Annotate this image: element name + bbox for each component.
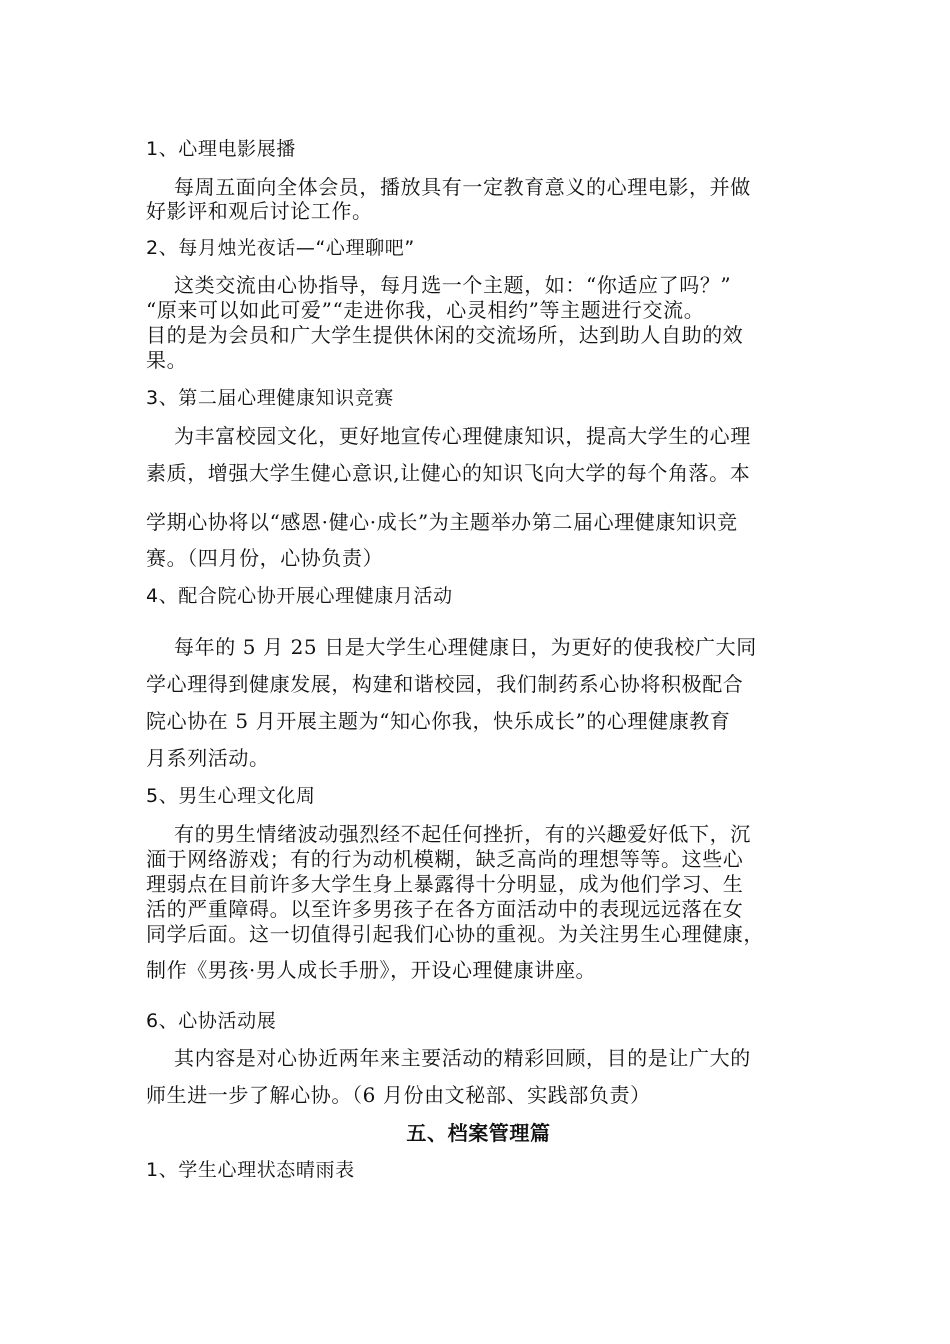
- paragraph-line: 这类交流由心协指导，每月选一个主题，如：“你适应了吗？”: [174, 273, 732, 297]
- paragraph-line: 有的男生情绪波动强烈经不起任何挫折，有的兴趣爱好低下，沉: [174, 822, 751, 846]
- section-heading: 1、心理电影展播: [146, 138, 296, 160]
- paragraph-line: 活的严重障碍。以至许多男孩子在各方面活动中的表现远远落在女: [146, 897, 744, 921]
- paragraph-line: 为丰富校园文化，更好地宣传心理健康知识，提高大学生的心理: [174, 424, 751, 448]
- paragraph-line: 学期心协将以“感恩·健心·成长”为主题举办第二届心理健康知识竞: [146, 510, 738, 534]
- paragraph-line: 院心协在 5 月开展主题为“知心你我，快乐成长”的心理健康教育: [146, 709, 731, 733]
- paragraph-line: 素质，增强大学生健心意识,让健心的知识飞向大学的每个角落。本: [146, 461, 751, 485]
- section-heading: 2、每月烛光夜话—“心理聊吧”: [146, 237, 415, 259]
- paragraph-line: 湎于网络游戏；有的行为动机模糊，缺乏高尚的理想等等。这些心: [146, 847, 744, 871]
- paragraph-line: 每年的 5 月 25 日是大学生心理健康日，为更好的使我校广大同: [174, 635, 757, 659]
- paragraph-line: 师生进一步了解心协。（6 月份由文秘部、实践部负责）: [146, 1083, 651, 1107]
- paragraph-line: 理弱点在目前许多大学生身上暴露得十分明显，成为他们学习、生: [146, 872, 744, 896]
- section-heading: 6、心协活动展: [146, 1010, 277, 1032]
- section-heading: 1、学生心理状态晴雨表: [146, 1159, 355, 1181]
- paragraph-line: 同学后面。这一切值得引起我们心协的重视。为关注男生心理健康，: [146, 922, 764, 946]
- paragraph-line: 目的是为会员和广大学生提供休闲的交流场所，达到助人自助的效: [146, 323, 744, 347]
- section-heading: 3、第二届心理健康知识竞赛: [146, 387, 394, 409]
- paragraph-line: 学心理得到健康发展，构建和谐校园，我们制药系心协将积极配合: [146, 672, 744, 696]
- paragraph-line: 月系列活动。: [146, 746, 270, 770]
- paragraph-line: 制作《男孩·男人成长手册》，开设心理健康讲座。: [146, 958, 597, 982]
- paragraph-line: 好影评和观后讨论工作。: [146, 199, 373, 223]
- paragraph-line: 赛。（四月份，心协负责）: [146, 546, 384, 570]
- section-heading: 5、男生心理文化周: [146, 785, 316, 807]
- paragraph-line: 每周五面向全体会员，播放具有一定教育意义的心理电影，并做: [174, 175, 751, 199]
- paragraph-line: 果。: [146, 348, 188, 372]
- section-heading: 4、配合院心协开展心理健康月活动: [146, 585, 453, 607]
- paragraph-line: “原来可以如此可爱”“走进你我，心灵相约”等主题进行交流。: [146, 298, 705, 322]
- chapter-title: 五、档案管理篇: [406, 1121, 551, 1145]
- paragraph-line: 其内容是对心协近两年来主要活动的精彩回顾，目的是让广大的: [174, 1046, 751, 1070]
